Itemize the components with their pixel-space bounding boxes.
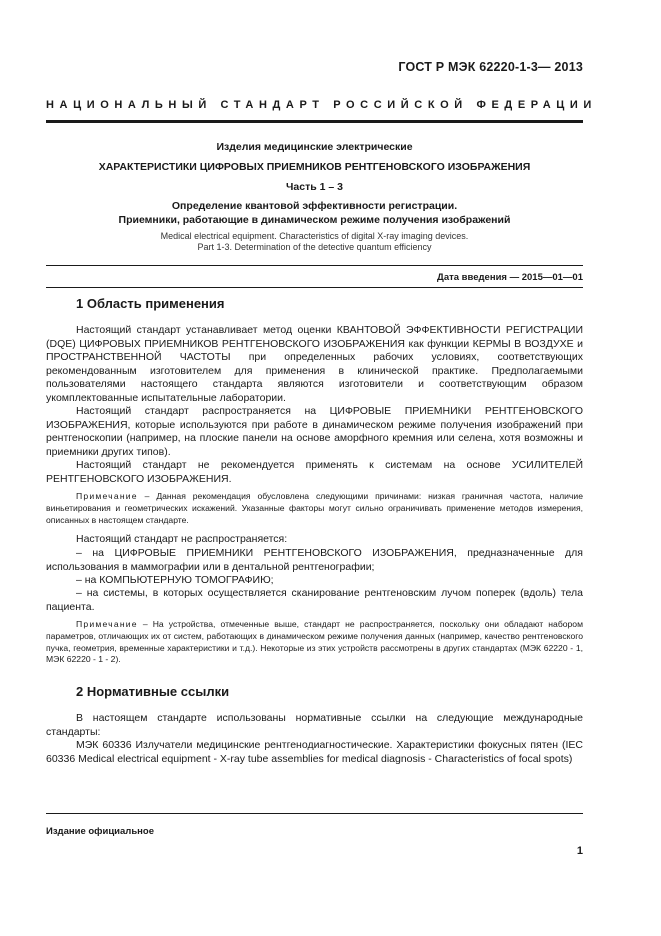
section-1-paragraph-1: Настоящий стандарт устанавливает метод оценки КВАНТОВОЙ ЭФФЕКТИВНОСТИ РЕГИСТРАЦИИ (DQE) ЦИФРОВЫХ ПРИЕМНИКОВ РЕНТГЕНОВСКОГО ИЗОБРАЖЕНИЯ как функции КЕРМЫ В ВОЗДУХЕ и ПРОСТРАНСТВЕННОЙ ЧАСТОТЫ при определенных рабочих условиях, соответствующих рекомендованным изготовителем для применения в клинической практике. Предполагаемыми пользователями настоящего стандарта являются изготовители и соответствующим образом укомплектованные испытательные лаборатории. xyxy=(46,324,583,404)
section-1-note-2 xyxy=(46,619,583,666)
note-1-label: Примечание xyxy=(76,491,138,501)
exclusion-item-2: – на КОМПЬЮТЕРНУЮ ТОМОГРАФИЮ; xyxy=(76,574,274,586)
title-sub-2: Приемники, работающие в динамическом режиме получения изображений xyxy=(118,214,511,226)
introduction-date: Дата введения — 2015—01—01 xyxy=(437,272,583,283)
note-2-text: – На устройства, отмеченные выше, стандарт не распространяется, поскольку они обладают набором параметров, отличающих их от систем, работающих в динамическом режиме получения данных (например, качество рентгеновского пучка, геометрия, временные характеристики и т.д.). Некоторые из этих устройств рассмотрены в других стандартах (МЭК 62220 - 1, МЭК 62220 - 1 - 2). xyxy=(46,619,583,665)
note-2-label: Примечание xyxy=(76,619,138,629)
title-english-2: Part 1-3. Determination of the detective quantum efficiency xyxy=(197,242,432,252)
note-1-text: – Данная рекомендация обусловлена следующими причинами: низкая граничная частота, наличие виньетирования и геометрических искажений. Указанные факторы могут сильно ограничивать применение методов измерения, описанных в настоящем стандарте. xyxy=(46,491,583,525)
national-standard-banner: НАЦИОНАЛЬНЫЙ СТАНДАРТ РОССИЙСКОЙ ФЕДЕРАЦИИ xyxy=(46,99,597,111)
section-1-heading: 1 Область применения xyxy=(76,296,225,311)
title-part: Часть 1 – 3 xyxy=(286,181,343,193)
date-rule xyxy=(46,287,583,288)
exclusion-item-1: – на ЦИФРОВЫЕ ПРИЕМНИКИ РЕНТГЕНОВСКОГО ИЗОБРАЖЕНИЯ, предназначенные для использования в маммографии или в дентальной рентгенографии; xyxy=(46,547,583,573)
title-english-1: Medical electrical equipment. Characteristics of digital X-ray imaging devices. xyxy=(160,231,469,241)
title-sub-1: Определение квантовой эффективности регистрации. xyxy=(171,200,458,212)
section-1-note-1 xyxy=(46,491,583,526)
title-rule xyxy=(46,265,583,266)
title-line-1: Изделия медицинские электрические xyxy=(216,141,413,153)
exclusion-item-3: – на системы, в которых осуществляется сканирование рентгеновским лучом поперек (вдоль) тела пациента. xyxy=(46,587,583,613)
header-rule xyxy=(46,120,583,123)
official-edition-label: Издание официальное xyxy=(46,826,154,837)
section-1-paragraph-2: Настоящий стандарт распространяется на ЦИФРОВЫЕ ПРИЕМНИКИ РЕНТГЕНОВСКОГО ИЗОБРАЖЕНИЯ, которые используются при работе в динамическом режиме получения изображений при рентгеноскопии (например, на плоские панели на основе аморфного кремния или селена, хотя возможны и приемники других типов). xyxy=(46,405,583,458)
section-2-paragraph-2: МЭК 60336 Излучатели медицинские рентгенодиагностические. Характеристики фокусных пятен (IEC 60336 Medical electrical equipment - X-ray tube assemblies for medical diagnosis - Characteristics of focal spots) xyxy=(46,739,583,765)
section-2-paragraph-1: В настоящем стандарте использованы нормативные ссылки на следующие международные стандарты: xyxy=(46,712,583,738)
title-line-2: ХАРАКТЕРИСТИКИ ЦИФРОВЫХ ПРИЕМНИКОВ РЕНТГЕНОВСКОГО ИЗОБРАЖЕНИЯ xyxy=(98,161,531,173)
page-number: 1 xyxy=(576,845,583,857)
section-1-paragraph-3: Настоящий стандарт не рекомендуется применять к системам на основе УСИЛИТЕЛЕЙ РЕНТГЕНОВСКОГО ИЗОБРАЖЕНИЯ. xyxy=(46,459,583,485)
section-2-heading: 2 Нормативные ссылки xyxy=(76,684,230,699)
footer-rule xyxy=(46,813,583,814)
section-1-paragraph-4: Настоящий стандарт не распространяется: xyxy=(76,533,288,545)
standard-number: ГОСТ Р МЭК 62220-1-3— 2013 xyxy=(398,60,583,74)
